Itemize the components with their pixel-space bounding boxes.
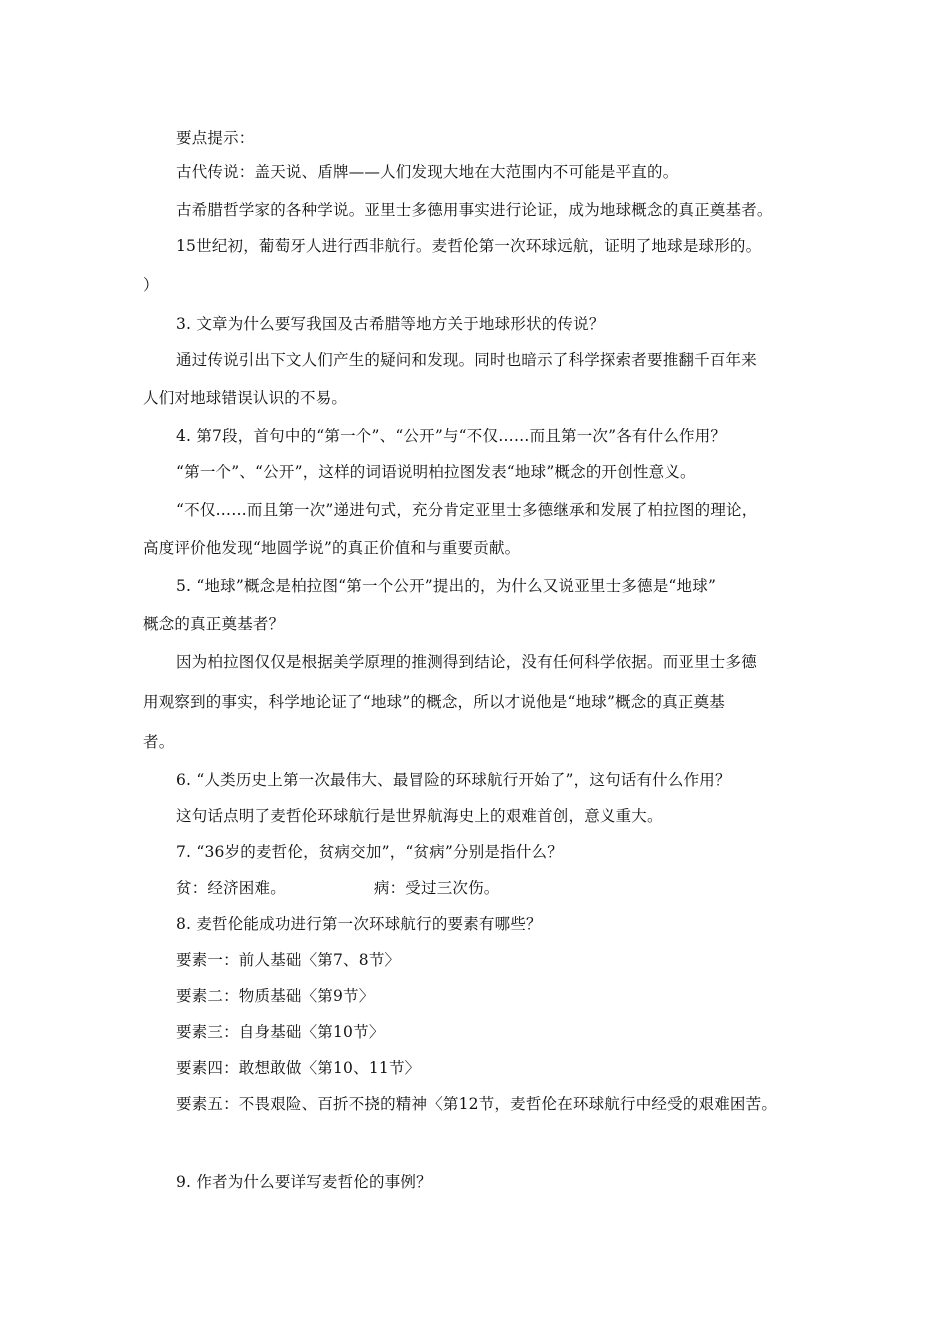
element-5: 要素五：不畏艰险、百折不挠的精神〈第12节，麦哲伦在环球航行中经受的艰难困苦。 — [176, 1095, 778, 1113]
hint-line: 古希腊哲学家的各种学说。亚里士多德用事实进行论证，成为地球概念的真正奠基者。 — [176, 201, 773, 219]
hint-title: 要点提示： — [176, 129, 255, 147]
answer-5-cont: 者。 — [143, 733, 175, 751]
question-8: 8. 麦哲伦能成功进行第一次环球航行的要素有哪些？ — [176, 915, 542, 933]
answer-3-cont: 人们对地球错误认识的不易。 — [143, 389, 348, 407]
question-5-cont: 概念的真正奠基者？ — [143, 615, 285, 633]
answer-4-cont: 高度评价他发现“地圆学说”的真正价值和与重要贡献。 — [143, 539, 521, 557]
answer-4: “第一个”、“公开”，这样的词语说明柏拉图发表“地球”概念的开创性意义。 — [176, 463, 696, 481]
question-5: 5. “地球”概念是柏拉图“第一个公开”提出的，为什么又说亚里士多德是“地球” — [176, 577, 717, 595]
question-9: 9. 作者为什么要详写麦哲伦的事例？ — [176, 1173, 432, 1191]
answer-5: 因为柏拉图仅仅是根据美学原理的推测得到结论，没有任何科学依据。而亚里士多德 — [176, 653, 757, 671]
answer-7-poor: 贫：经济困难。 — [176, 879, 286, 897]
question-6: 6. “人类历史上第一次最伟大、最冒险的环球航行开始了”，这句话有什么作用？ — [176, 771, 731, 789]
question-3: 3. 文章为什么要写我国及古希腊等地方关于地球形状的传说？ — [176, 315, 605, 333]
answer-4: “不仅……而且第一次”递进句式，充分肯定亚里士多德继承和发展了柏拉图的理论， — [176, 501, 758, 519]
answer-7-ill: 病：受过三次伤。 — [373, 879, 500, 897]
element-4: 要素四：敢想敢做〈第10、11节〉 — [176, 1059, 421, 1077]
hint-line: 古代传说：盖天说、盾牌——人们发现大地在大范围内不可能是平直的。 — [176, 163, 679, 181]
element-3: 要素三：自身基础〈第10节〉 — [176, 1023, 385, 1041]
answer-6: 这句话点明了麦哲伦环球航行是世界航海史上的艰难首创，意义重大。 — [176, 807, 663, 825]
question-7: 7. “36岁的麦哲伦，贫病交加”，“贫病”分别是指什么？ — [176, 843, 563, 861]
element-2: 要素二：物质基础〈第9节〉 — [176, 987, 375, 1005]
answer-5-cont: 用观察到的事实，科学地论证了“地球”的概念，所以才说他是“地球”概念的真正奠基 — [143, 693, 725, 711]
answer-3: 通过传说引出下文人们产生的疑问和发现。同时也暗示了科学探索者要推翻千百年来 — [176, 351, 757, 369]
question-4: 4. 第7段，首句中的“第一个”、“公开”与“不仅……而且第一次”各有什么作用？ — [176, 427, 727, 445]
hint-line: 15世纪初，葡萄牙人进行西非航行。麦哲伦第一次环球远航，证明了地球是球形的。 — [176, 237, 762, 255]
closing-paren: ） — [143, 276, 159, 294]
element-1: 要素一：前人基础〈第7、8节〉 — [176, 951, 401, 969]
answer-7 — [176, 878, 500, 898]
